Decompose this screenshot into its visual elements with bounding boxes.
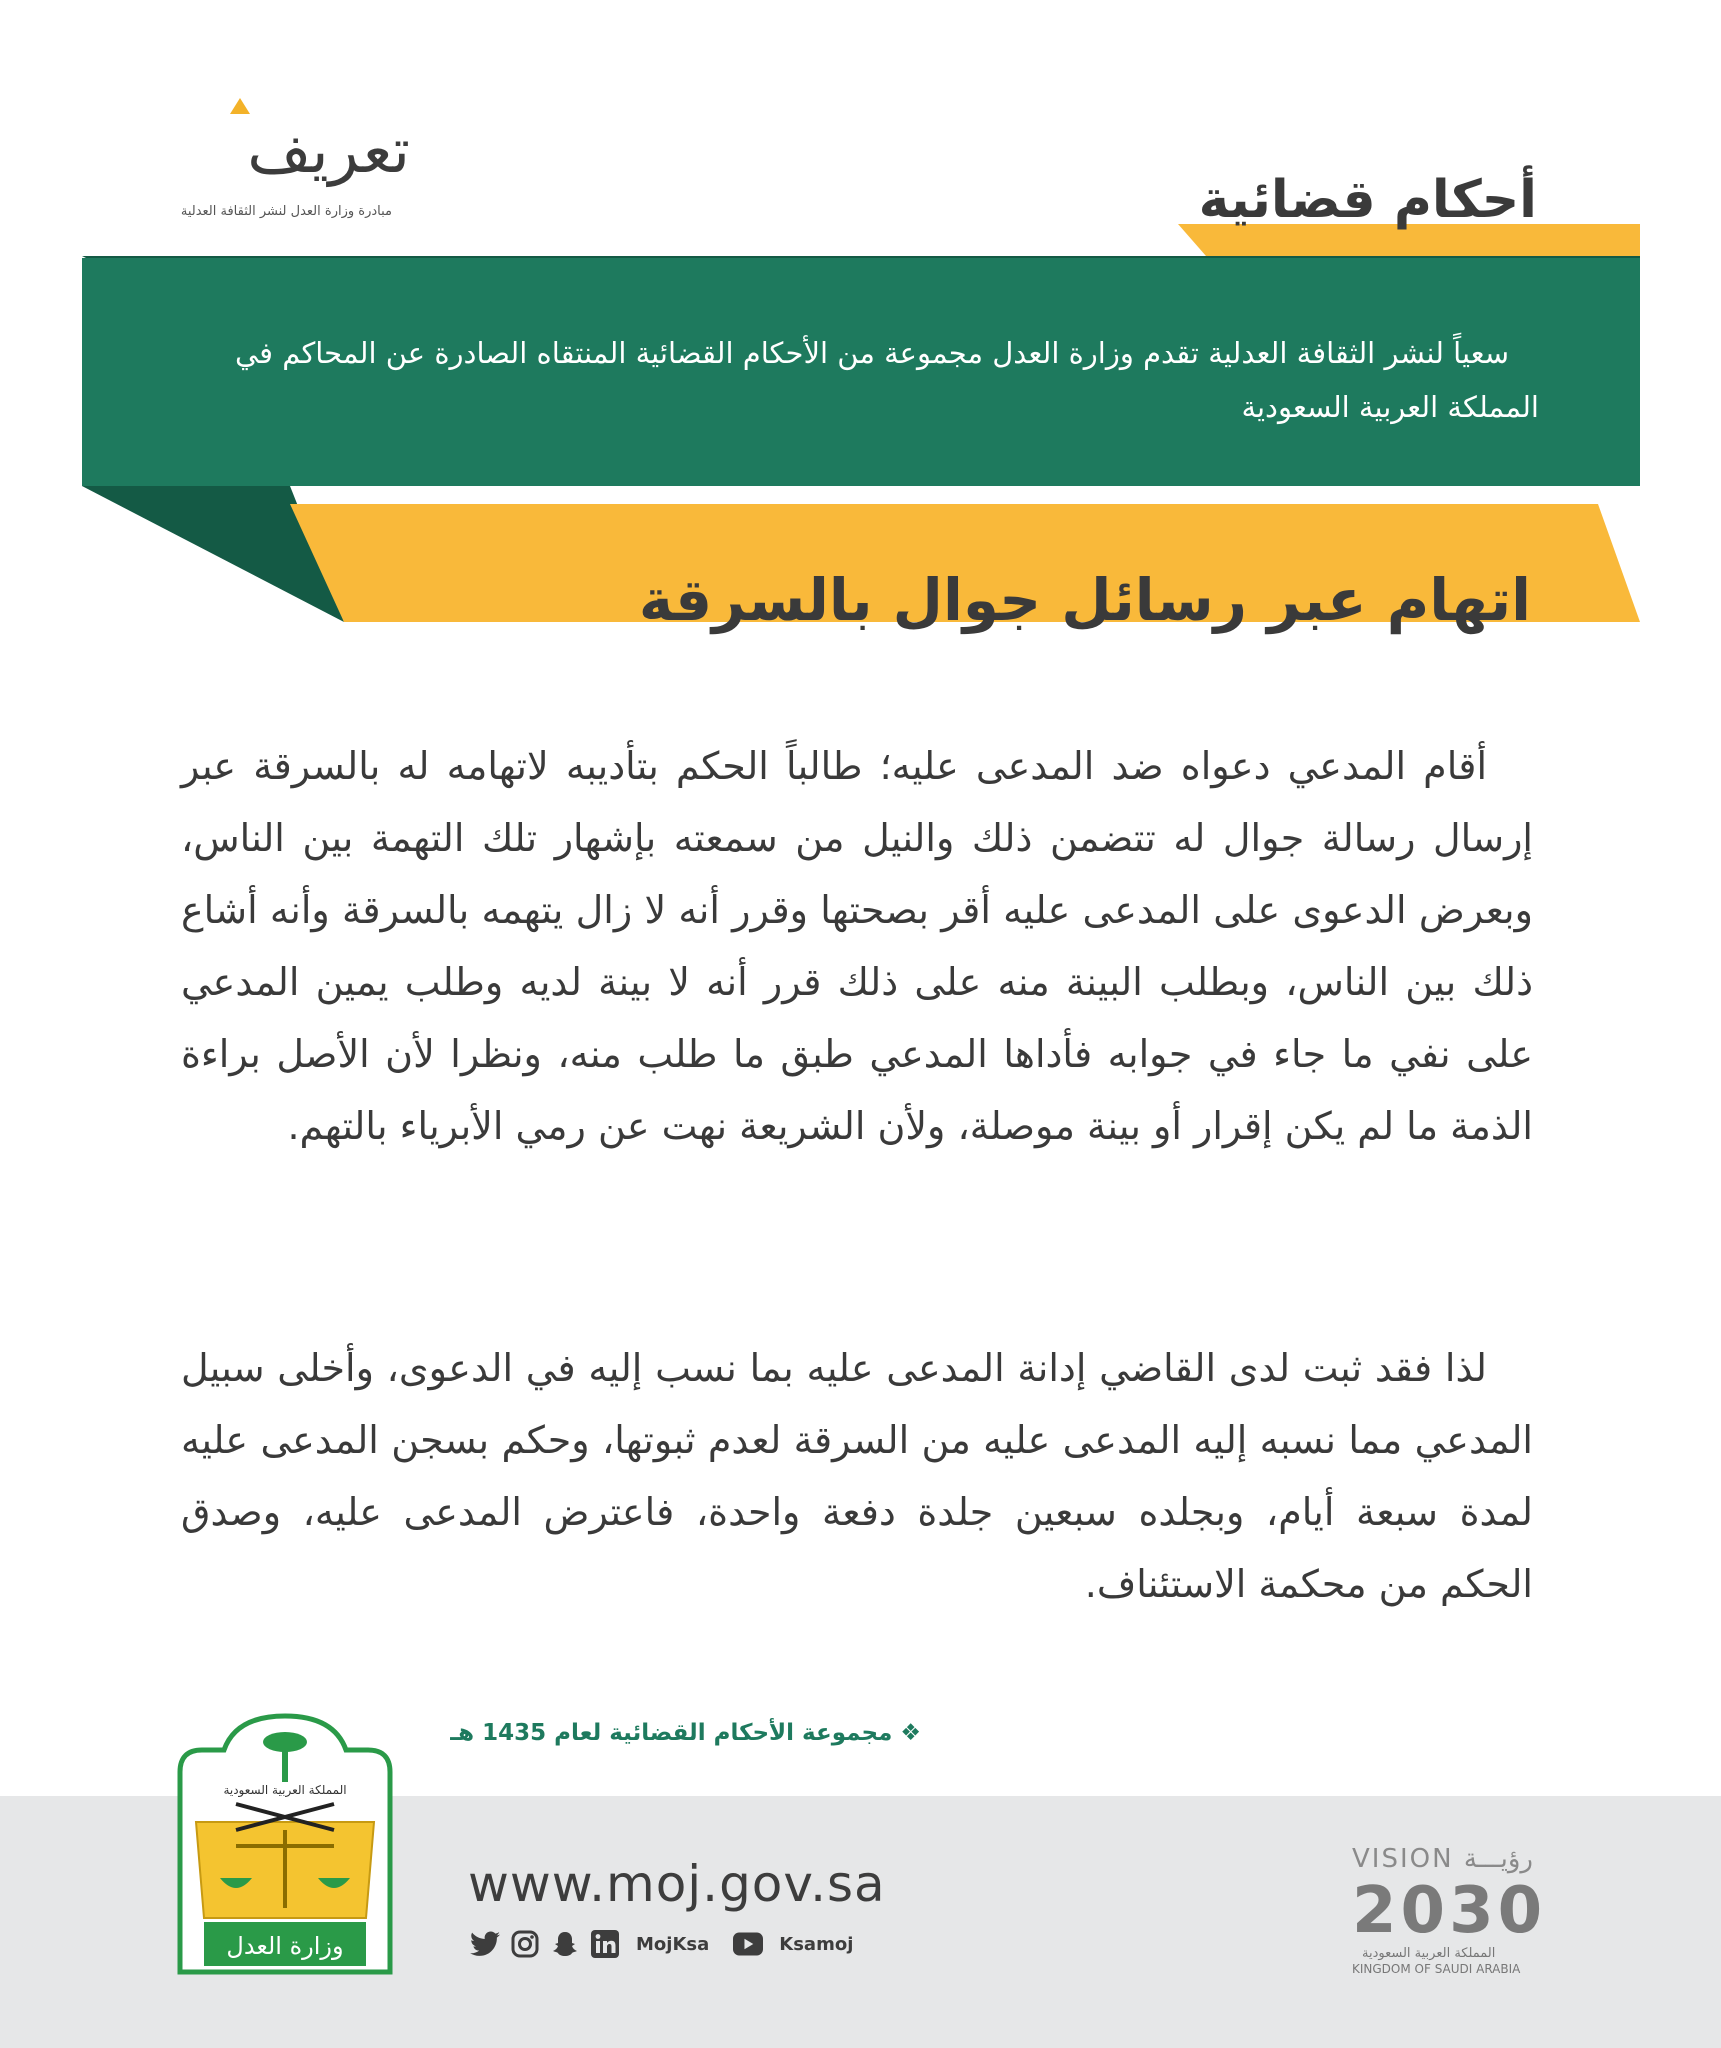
youtube-icon[interactable] bbox=[733, 1929, 763, 1959]
website-url[interactable]: www.moj.gov.sa bbox=[468, 1855, 886, 1913]
vision-2030-logo bbox=[1338, 1838, 1568, 1978]
vision-arabic-caption: المملكة العربية السعودية bbox=[1362, 1946, 1496, 1961]
palm-leaves-icon bbox=[263, 1732, 307, 1752]
intro-text: سعياً لنشر الثقافة العدلية تقدم وزارة العدل مجموعة من الأحكام القضائية المنتقاه الصادرة عن المحاكم في المملكة العربية السعودية bbox=[234, 336, 1539, 424]
emblem-top-text: المملكة العربية السعودية bbox=[223, 1783, 347, 1797]
article-title: اتهام عبر رسائل جوال بالسرقة bbox=[638, 566, 1531, 634]
article-paragraph-1: أقام المدعي دعواه ضد المدعى عليه؛ طالباً الحكم بتأديبه لاتهامه له بالسرقة عبر إرسال رسالة جوال له تتضمن ذلك والنيل من سمعته بإشهار تلك التهمة بين الناس، وبعرض الدعوى على المدعى عليه أقر بصحتها وقرر أنه لا زال يتهمه بالسرقة وأنه أشاع ذلك بين الناس، وبطلب البينة منه على ذلك قرر أنه لا بينة لديه وطلب يمين المدعي على نفي ما جاء في جوابه فأداها المدعي طبق ما طلب منه، ونظرا لأن الأصل براءة الذمة ما لم يكن إقرار أو بينة موصلة، ولأن الشريعة نهت عن رمي الأبرياء بالتهم. bbox=[181, 744, 1533, 1148]
logo-tagline: مبادرة وزارة العدل لنشر الثقافة العدلية bbox=[180, 204, 392, 219]
twitter-icon[interactable] bbox=[470, 1929, 500, 1959]
snapchat-icon[interactable] bbox=[550, 1929, 580, 1959]
social-handle-ksamoj[interactable]: Ksamoj bbox=[779, 1933, 854, 1955]
vision-english-caption: KINGDOM OF SAUDI ARABIA bbox=[1352, 1962, 1521, 1976]
vision-word: VISION رؤيـــة bbox=[1352, 1844, 1533, 1874]
article-paragraph-2: لذا فقد ثبت لدى القاضي إدانة المدعى عليه بما نسب إليه في الدعوى، وأخلى سبيل المدعي مما نسبه إليه المدعى عليه من السرقة لعدم ثبوتها، وحكم بسجن المدعى عليه لمدة سبعة أيام، وبجلده سبعين جلدة دفعة واحدة، فاعترض المدعى عليه، وصدق الحكم من محكمة الاستئناف. bbox=[181, 1346, 1533, 1606]
instagram-icon[interactable] bbox=[510, 1929, 540, 1959]
social-links bbox=[470, 1926, 867, 1962]
vision-year: 2030 bbox=[1352, 1874, 1547, 1948]
social-handle-mojksa[interactable]: MojKsa bbox=[636, 1933, 710, 1955]
emblem-bottom-text: وزارة العدل bbox=[226, 1932, 344, 1960]
ministry-of-justice-emblem[interactable] bbox=[176, 1712, 394, 1976]
linkedin-icon[interactable] bbox=[590, 1929, 620, 1959]
section-title: أحكام قضائية bbox=[1198, 170, 1537, 230]
logo-wordmark: تعريف bbox=[247, 114, 410, 187]
source-note: ❖ مجموعة الأحكام القضائية لعام 1435 هـ bbox=[450, 1720, 921, 1746]
